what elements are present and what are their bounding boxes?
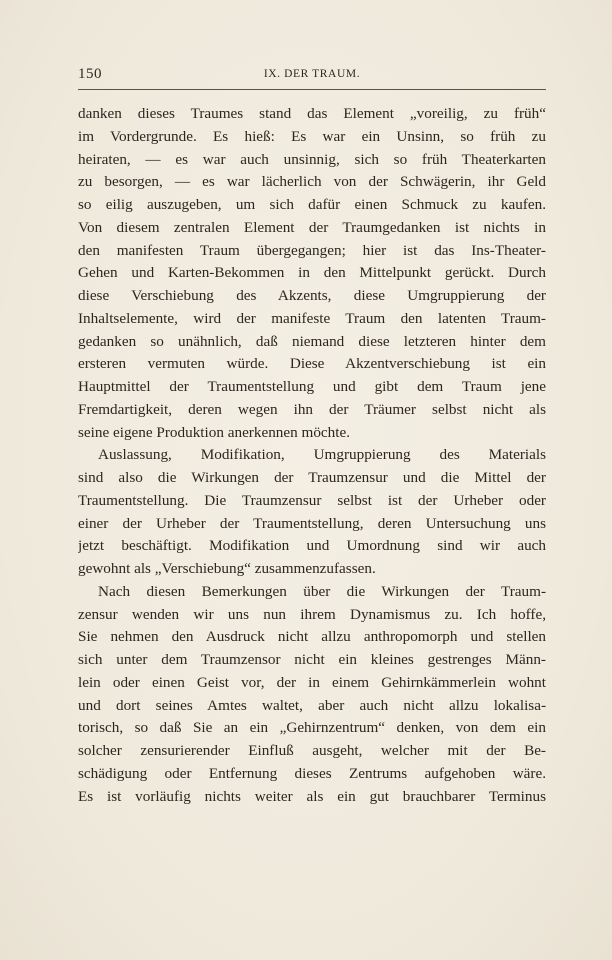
text-line: Es ist vorläufig nichts weiter als ein gut brauchbarer Terminus <box>78 787 546 805</box>
paragraph <box>78 444 546 581</box>
text-line: gedanken so unähnlich, daß niemand diese letzteren hinter dem <box>78 332 546 350</box>
header-rule <box>78 89 546 90</box>
text-line: zu besorgen, — es war lächerlich von der Schwägerin, ihr Geld <box>78 173 546 191</box>
text-line: gewohnt als „Verschiebung“ zusammenzufassen. <box>78 560 376 577</box>
text-line: und dort seines Amtes waltet, aber auch nicht allzu lokalisa- <box>78 696 546 714</box>
text-line: Inhaltselemente, wird der manifeste Traum den latenten Traum- <box>78 309 546 327</box>
text-line: heiraten, — es war auch unsinnig, sich so früh Theaterkarten <box>78 150 546 168</box>
text-line: torisch, so daß Sie an ein „Gehirnzentrum“ denken, von dem ein <box>78 719 546 737</box>
text-line: den manifesten Traum übergegangen; hier ist das Ins-Theater- <box>78 241 546 259</box>
page-header <box>78 66 546 88</box>
text-line: Sie nehmen den Ausdruck nicht allzu anthropomorph und stellen <box>78 628 546 646</box>
text-line: Von diesem zentralen Element der Traumgedanken ist nichts in <box>78 218 546 236</box>
body-text <box>78 103 546 808</box>
text-line: Hauptmittel der Traumentstellung und gibt dem Traum jene <box>78 378 546 395</box>
text-line: seine eigene Produktion anerkennen möchte. <box>78 423 351 441</box>
text-line: sind also die Wirkungen der Traumzensur und die Mittel der <box>78 469 546 486</box>
text-line: einer der Urheber der Traumentstellung, deren Untersuchung uns <box>78 514 546 532</box>
text-line: lein oder einen Geist vor, der in einem Gehirnkämmerlein wohnt <box>78 673 546 691</box>
page-number: 150 <box>78 66 102 82</box>
text-line: Nach diesen Bemerkungen über die Wirkungen der Traum- <box>98 582 546 600</box>
text-line: Auslassung, Modifikation, Umgruppierung des Materials <box>98 446 546 464</box>
text-line: schädigung oder Entfernung dieses Zentrums aufgehoben wäre. <box>78 764 546 782</box>
text-line: solcher zensurierender Einfluß ausgeht, welcher mit der Be- <box>78 742 546 759</box>
text-line: sich unter dem Traumzensor nicht ein kleines gestrenges Männ- <box>78 651 546 668</box>
text-line: jetzt beschäftigt. Modifikation und Umordnung sind wir auch <box>78 537 546 555</box>
paragraph <box>78 103 546 444</box>
text-line: danken dieses Traumes stand das Element „voreilig, zu früh“ <box>78 105 546 122</box>
text-line: im Vordergrunde. Es hieß: Es war ein Unsinn, so früh zu <box>78 127 546 145</box>
text-line: Gehen und Karten-Bekommen in den Mittelpunkt gerückt. Durch <box>78 264 546 282</box>
paragraph <box>78 581 546 809</box>
text-line: Traumentstellung. Die Traumzensur selbst ist der Urheber oder <box>78 491 546 509</box>
text-line: ersteren vermuten würde. Diese Akzentverschiebung ist ein <box>78 355 546 373</box>
running-title: IX. DER TRAUM. <box>263 68 361 80</box>
text-line: so eilig auszugeben, um sich dafür einen Schmuck zu kaufen. <box>78 196 546 213</box>
text-line: zensur wenden wir uns nun ihrem Dynamismus zu. Ich hoffe, <box>78 605 546 623</box>
text-line: diese Verschiebung des Akzents, diese Umgruppierung der <box>78 287 546 304</box>
text-line: Fremdartigkeit, deren wegen ihn der Träumer selbst nicht als <box>78 400 546 418</box>
